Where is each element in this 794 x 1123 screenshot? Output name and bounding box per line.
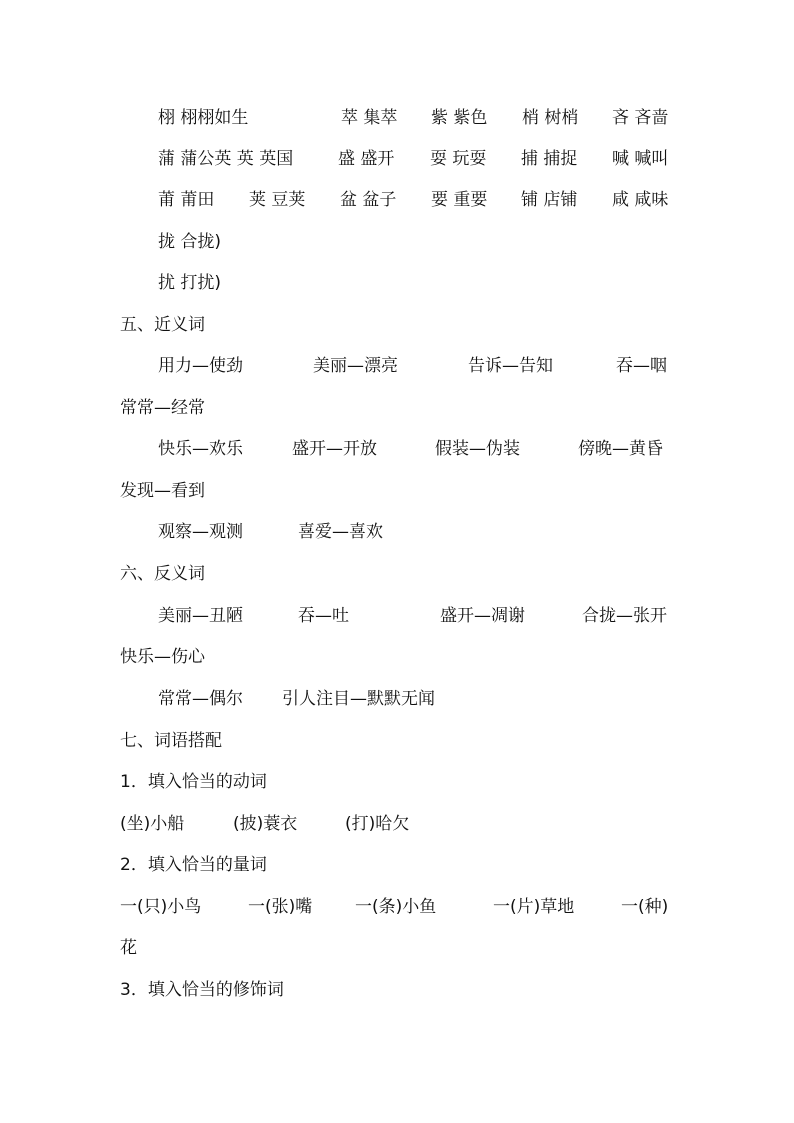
answer-item: 一(张)嘴 bbox=[248, 897, 313, 917]
word-pair: 引人注目—默默无闻 bbox=[282, 689, 435, 709]
heading-text: 七、词语搭配 bbox=[120, 731, 222, 751]
heading-text: 五、近义词 bbox=[120, 315, 205, 335]
char-word: 喊 喊叫 bbox=[612, 149, 669, 169]
synonym-row-1 bbox=[0, 353, 794, 379]
char-word: 耍 玩耍 bbox=[430, 149, 487, 169]
word-pair: 常常—经常 bbox=[120, 398, 205, 418]
word-pair: 常常—偶尔 bbox=[158, 689, 243, 709]
word-pair: 快乐—欢乐 bbox=[158, 439, 243, 459]
answer-item: 一(种) bbox=[621, 897, 669, 917]
char-word: 栩 栩栩如生 bbox=[158, 108, 249, 128]
question-2-answers-cont bbox=[0, 935, 794, 961]
char-row-3 bbox=[0, 187, 794, 213]
char-word: 莆 莆田 bbox=[158, 190, 215, 210]
char-word: 梢 树梢 bbox=[522, 108, 579, 128]
word-pair: 观察—观测 bbox=[158, 522, 243, 542]
answer-item: 一(片)草地 bbox=[493, 897, 575, 917]
question-2-answers bbox=[0, 894, 794, 920]
antonym-row-2 bbox=[0, 644, 794, 670]
word-pair: 盛开—凋谢 bbox=[440, 606, 525, 626]
answer-item: (打)哈欠 bbox=[345, 814, 410, 834]
word-pair: 用力—使劲 bbox=[158, 356, 243, 376]
word-pair: 美丽—丑陋 bbox=[158, 606, 243, 626]
question-1-title bbox=[0, 769, 794, 795]
char-word: 铺 店铺 bbox=[521, 190, 578, 210]
word-pair: 喜爱—喜欢 bbox=[298, 522, 383, 542]
word-pair: 傍晚—黄昏 bbox=[578, 439, 663, 459]
char-word: 紫 紫色 bbox=[431, 108, 488, 128]
question-2-title bbox=[0, 852, 794, 878]
antonym-row-3 bbox=[0, 686, 794, 712]
char-word: 捕 捕捉 bbox=[521, 149, 578, 169]
word-pair: 发现—看到 bbox=[120, 481, 205, 501]
answer-item: 一(条)小鱼 bbox=[355, 897, 437, 917]
synonym-row-2 bbox=[0, 395, 794, 421]
question-text: 2．填入恰当的量词 bbox=[120, 855, 267, 875]
char-row-2 bbox=[0, 146, 794, 172]
section-heading-collocation bbox=[0, 728, 794, 754]
word-pair: 假装—伪装 bbox=[435, 439, 520, 459]
char-word: 盆 盆子 bbox=[340, 190, 397, 210]
question-text: 1．填入恰当的动词 bbox=[120, 772, 267, 792]
heading-text: 六、反义词 bbox=[120, 564, 205, 584]
char-word: 蒲 蒲公英 英 英国 bbox=[158, 149, 294, 169]
question-3-title bbox=[0, 977, 794, 1003]
char-word: 拢 合拢) bbox=[158, 232, 222, 252]
char-word: 吝 吝啬 bbox=[612, 108, 669, 128]
synonym-row-3 bbox=[0, 436, 794, 462]
word-pair: 盛开—开放 bbox=[292, 439, 377, 459]
synonym-row-4 bbox=[0, 478, 794, 504]
answer-item: 花 bbox=[120, 938, 137, 958]
char-word: 咸 咸味 bbox=[612, 190, 669, 210]
answer-item: (坐)小船 bbox=[120, 814, 185, 834]
section-heading-synonyms bbox=[0, 312, 794, 338]
antonym-row-1 bbox=[0, 603, 794, 629]
word-pair: 吞—吐 bbox=[298, 606, 349, 626]
word-pair: 吞—咽 bbox=[616, 356, 667, 376]
word-pair: 美丽—漂亮 bbox=[313, 356, 398, 376]
char-word: 盛 盛开 bbox=[338, 149, 395, 169]
word-pair: 告诉—告知 bbox=[468, 356, 553, 376]
question-text: 3．填入恰当的修饰词 bbox=[120, 980, 284, 1000]
char-word: 萃 集萃 bbox=[341, 108, 398, 128]
char-row-1 bbox=[0, 105, 794, 131]
section-heading-antonyms bbox=[0, 561, 794, 587]
answer-item: 一(只)小鸟 bbox=[120, 897, 202, 917]
char-word: 要 重要 bbox=[431, 190, 488, 210]
char-row-4 bbox=[0, 229, 794, 255]
answer-item: (披)蓑衣 bbox=[233, 814, 298, 834]
word-pair: 快乐—伤心 bbox=[120, 647, 205, 667]
question-1-answers bbox=[0, 811, 794, 837]
char-word: 荚 豆荚 bbox=[249, 190, 306, 210]
synonym-row-5 bbox=[0, 519, 794, 545]
word-pair: 合拢—张开 bbox=[582, 606, 667, 626]
char-row-5 bbox=[0, 270, 794, 296]
char-word: 扰 打扰) bbox=[158, 273, 222, 293]
